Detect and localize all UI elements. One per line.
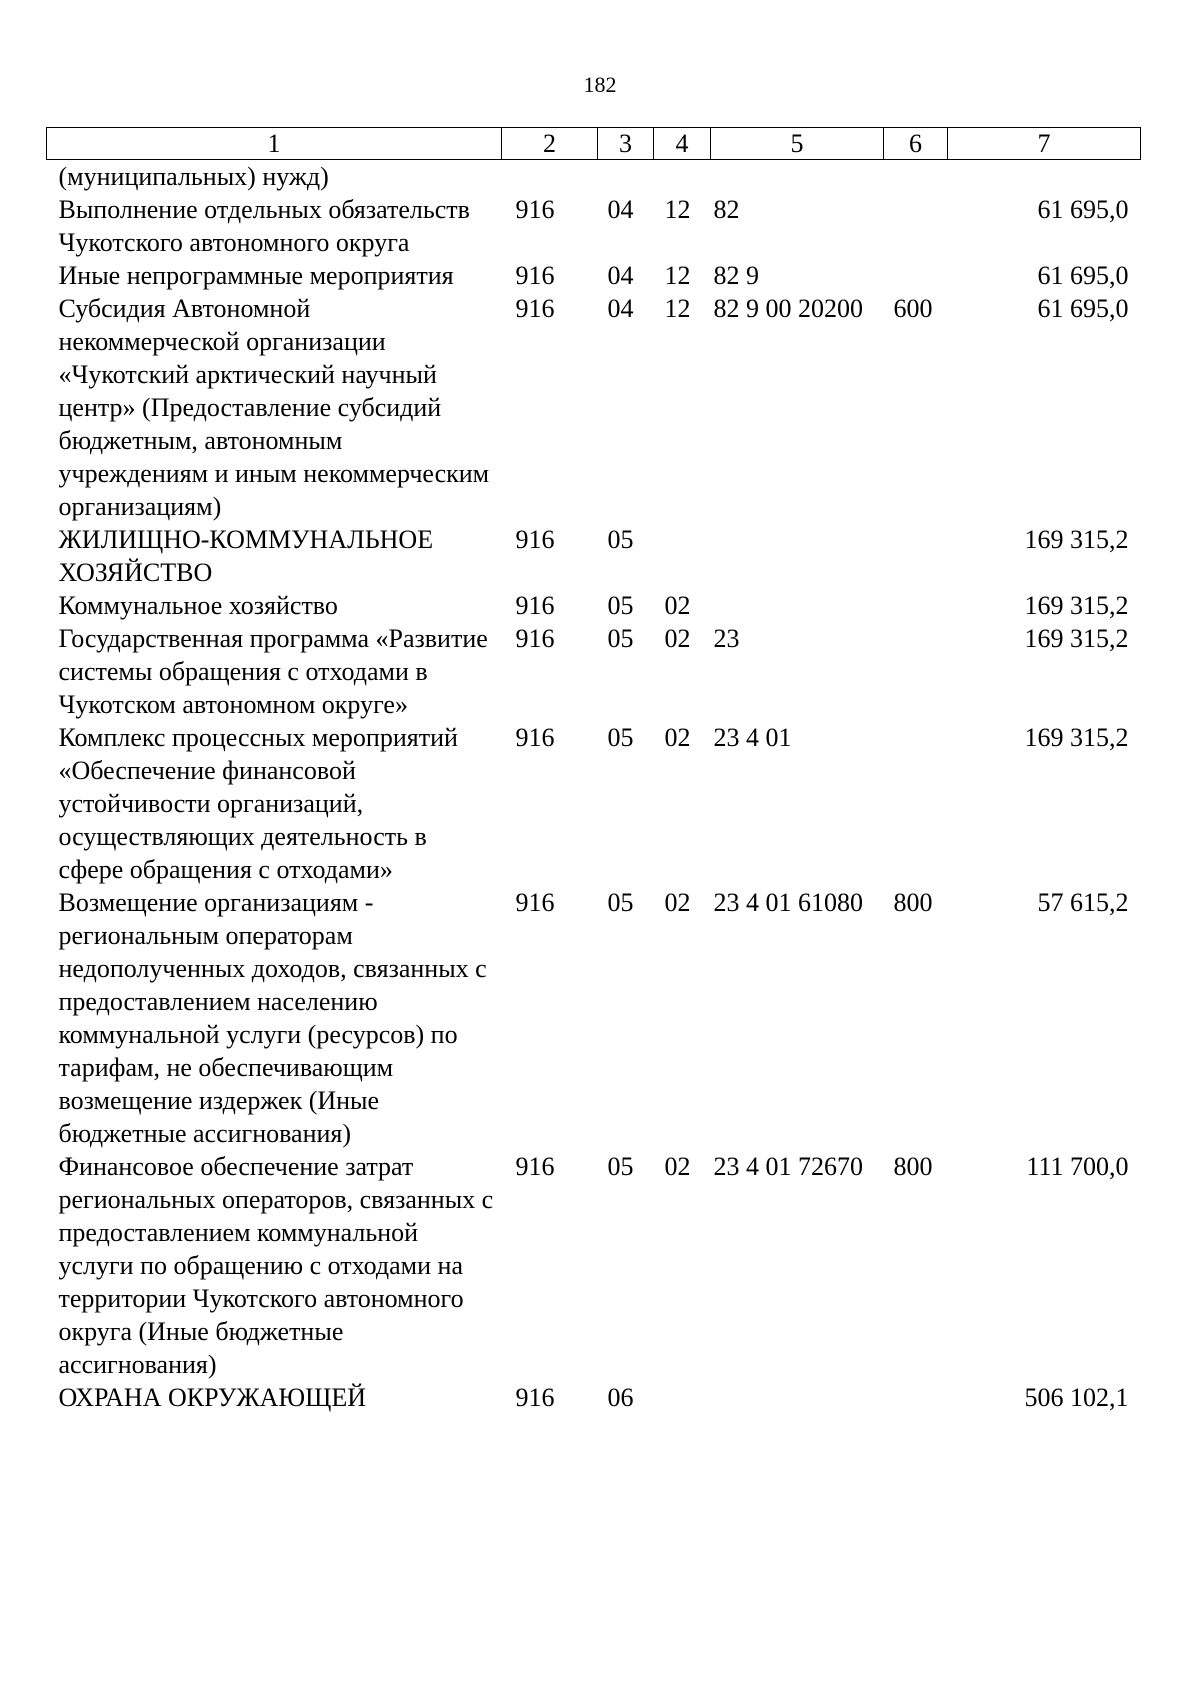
row-subsection: 12 xyxy=(664,261,691,290)
row-subsection xyxy=(654,523,711,589)
row-amount: 111 700,0 xyxy=(1026,1152,1129,1181)
row-subsection: 02 xyxy=(664,624,691,653)
row-amount: 506 102,1 xyxy=(1024,1383,1129,1412)
table-row xyxy=(47,292,1141,523)
table-row xyxy=(47,622,1141,721)
row-name: ЖИЛИЩНО-КОММУНАЛЬНОЕ ХОЗЯЙСТВО xyxy=(58,525,434,587)
row-target: 82 9 xyxy=(713,261,759,290)
budget-table xyxy=(46,127,1141,1414)
row-section: 06 xyxy=(607,1383,634,1412)
row-target: 82 xyxy=(713,195,740,224)
row-amount: 61 695,0 xyxy=(1037,294,1129,323)
row-target: 23 4 01 72670 xyxy=(713,1152,863,1181)
row-admin: 916 xyxy=(515,294,555,323)
row-subsection xyxy=(654,160,711,194)
row-admin xyxy=(502,160,598,194)
row-amount: 169 315,2 xyxy=(1024,624,1129,653)
row-target xyxy=(711,523,884,589)
row-section: 05 xyxy=(607,525,634,554)
row-section xyxy=(598,160,654,194)
row-subsection: 12 xyxy=(664,195,691,224)
row-target: 82 9 00 20200 xyxy=(713,294,863,323)
table-row xyxy=(47,886,1141,1150)
table-header xyxy=(47,128,1141,160)
row-subsection: 02 xyxy=(664,723,691,752)
table-row xyxy=(47,589,1141,622)
row-section: 05 xyxy=(607,591,634,620)
row-name: Государственная программа «Развитие системы обращения с отходами в Чукотском автономном округе» xyxy=(58,624,488,719)
table-body xyxy=(47,160,1141,1415)
row-target: 23 4 01 61080 xyxy=(713,888,863,917)
row-target xyxy=(711,589,884,622)
row-subsection: 12 xyxy=(664,294,691,323)
table-row xyxy=(47,160,1141,194)
row-name: (муниципальных) нужд) xyxy=(58,162,329,191)
row-admin: 916 xyxy=(515,525,555,554)
row-target: 23 xyxy=(713,624,740,653)
row-amount: 169 315,2 xyxy=(1024,591,1129,620)
row-admin: 916 xyxy=(515,261,555,290)
row-subsection: 02 xyxy=(664,591,691,620)
row-expense-type xyxy=(884,1381,948,1414)
row-admin: 916 xyxy=(515,1152,555,1181)
row-name: Выполнение отдельных обязательств Чукотского автономного округа xyxy=(58,195,470,257)
row-target xyxy=(711,160,884,194)
row-name: Финансовое обеспечение затрат региональных операторов, связанных с предоставлением коммунальной услуги по обращению с отходами на территории Чукотского автономного округа (Иные бюджетные ассигнования) xyxy=(58,1152,494,1379)
row-expense-type: 800 xyxy=(893,1152,933,1181)
table-row xyxy=(47,259,1141,292)
row-expense-type xyxy=(884,721,948,886)
row-admin: 916 xyxy=(515,723,555,752)
row-section: 04 xyxy=(607,261,634,290)
table-row xyxy=(47,523,1141,589)
row-admin: 916 xyxy=(515,624,555,653)
row-section: 05 xyxy=(607,624,634,653)
row-name: ОХРАНА ОКРУЖАЮЩЕЙ xyxy=(58,1383,367,1412)
header-row xyxy=(47,128,1141,160)
row-amount: 169 315,2 xyxy=(1024,723,1129,752)
row-amount: 57 615,2 xyxy=(1037,888,1129,917)
header-col-admin: 2 xyxy=(502,128,598,160)
row-expense-type xyxy=(884,622,948,721)
row-expense-type xyxy=(884,259,948,292)
row-target: 23 4 01 xyxy=(713,723,792,752)
row-expense-type xyxy=(884,523,948,589)
table-row xyxy=(47,1150,1141,1381)
row-section: 05 xyxy=(607,1152,634,1181)
table-row xyxy=(47,193,1141,259)
row-name: Иные непрограммные мероприятия xyxy=(58,261,454,290)
header-col-target: 5 xyxy=(711,128,884,160)
row-admin: 916 xyxy=(515,591,555,620)
row-admin: 916 xyxy=(515,888,555,917)
header-col-name: 1 xyxy=(47,128,502,160)
row-subsection xyxy=(654,1381,711,1414)
row-expense-type xyxy=(884,589,948,622)
page-number: 182 xyxy=(583,72,617,97)
row-amount xyxy=(948,160,1141,194)
row-name: Возмещение организациям - региональным операторам недополученных доходов, связанных с предоставлением населению коммунальной услуги (ресурсов) по тарифам, не обеспечивающим возмещение издержек (Иные бюджетные ассигнования) xyxy=(58,888,487,1148)
header-col-amount: 7 xyxy=(948,128,1141,160)
row-subsection: 02 xyxy=(664,888,691,917)
row-name: Коммунальное хозяйство xyxy=(58,591,338,620)
row-name: Комплекс процессных мероприятий «Обеспечение финансовой устойчивости организаций, осуществляющих деятельность в сфере обращения с отходами» xyxy=(58,723,458,884)
row-expense-type: 600 xyxy=(893,294,933,323)
row-amount: 61 695,0 xyxy=(1037,195,1129,224)
row-amount: 61 695,0 xyxy=(1037,261,1129,290)
row-target xyxy=(711,1381,884,1414)
row-expense-type: 800 xyxy=(893,888,933,917)
header-col-expense-type: 6 xyxy=(884,128,948,160)
row-section: 04 xyxy=(607,294,634,323)
row-expense-type xyxy=(884,193,948,259)
header-col-subsection: 4 xyxy=(654,128,711,160)
row-expense-type xyxy=(884,160,948,194)
row-name: Субсидия Автономной некоммерческой организации «Чукотский арктический научный центр» (Предоставление субсидий бюджетным, автономным учреждениям и иным некоммерческим организациям) xyxy=(58,294,490,521)
table-row xyxy=(47,1381,1141,1414)
row-section: 04 xyxy=(607,195,634,224)
row-admin: 916 xyxy=(515,1383,555,1412)
row-subsection: 02 xyxy=(664,1152,691,1181)
row-section: 05 xyxy=(607,723,634,752)
row-amount: 169 315,2 xyxy=(1024,525,1129,554)
row-admin: 916 xyxy=(515,195,555,224)
header-col-section: 3 xyxy=(598,128,654,160)
table-row xyxy=(47,721,1141,886)
row-section: 05 xyxy=(607,888,634,917)
